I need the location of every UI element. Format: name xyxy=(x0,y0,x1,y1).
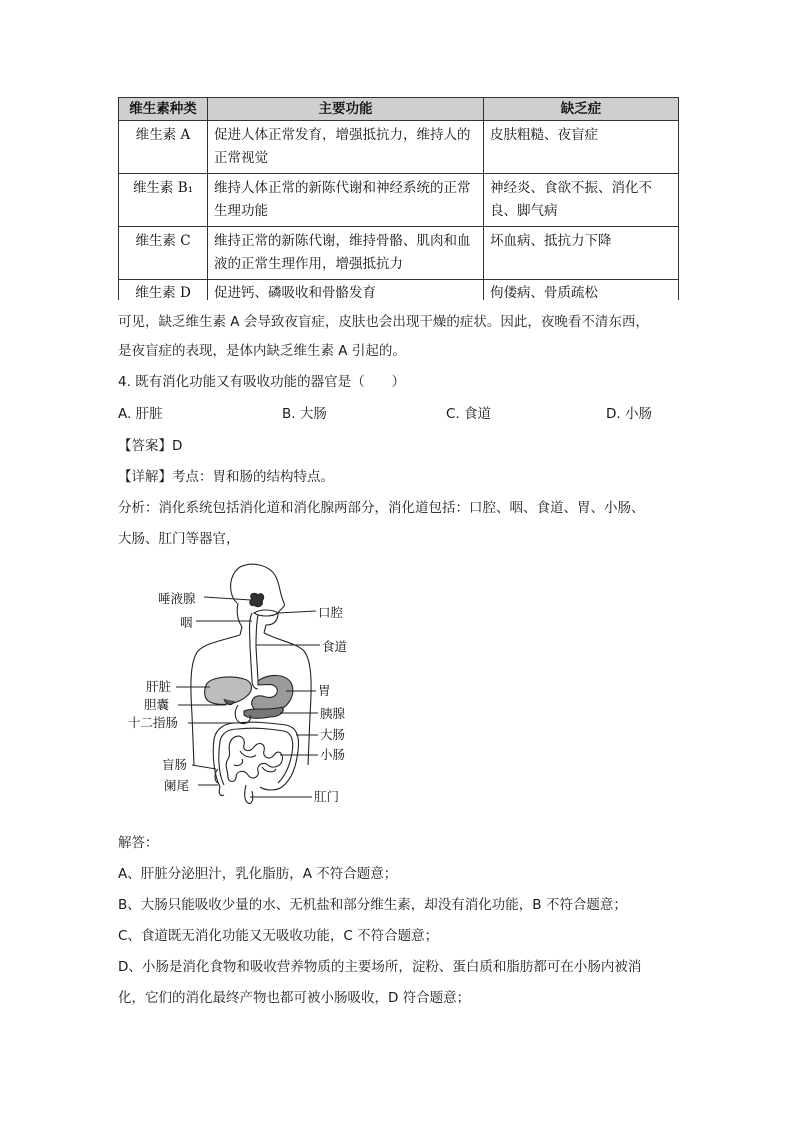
solution-line-d: D、小肠是消化食物和吸收营养物质的主要场所，淀粉、蛋白质和脂肪都可在小肠内被消 xyxy=(118,959,642,975)
digestive-system-figure xyxy=(120,555,370,805)
question-text: 4. 既有消化功能又有吸收功能的器官是（ ） xyxy=(118,374,406,390)
header-deficiency: 缺乏症 xyxy=(484,98,679,121)
label-cecum: 盲肠 xyxy=(162,757,188,772)
header-vitamin-type: 维生素种类 xyxy=(119,98,208,121)
label-appendix: 阑尾 xyxy=(164,778,190,793)
vitamin-function: 维持人体正常的新陈代谢和神经系统的正常生理功能 xyxy=(208,174,484,227)
label-large-intestine: 大肠 xyxy=(320,727,346,742)
vitamin-function: 促进钙、磷吸收和骨骼发育 xyxy=(208,280,484,301)
detail-text: 【详解】考点：胃和肠的结构特点。 xyxy=(118,469,334,485)
vitamin-deficiency: 神经炎、食欲不振、消化不良、脚气病 xyxy=(484,174,679,227)
paragraph-line: 可见，缺乏维生素 A 会导致夜盲症，皮肤也会出现干燥的症状。因此，夜晚看不清东西， xyxy=(118,314,649,330)
option-d: D. 小肠 xyxy=(606,406,652,422)
vitamin-name: 维生素 D xyxy=(119,280,208,301)
vitamin-name: 维生素 C xyxy=(119,227,208,280)
table-row xyxy=(119,280,679,301)
table-row xyxy=(119,121,679,174)
option-a: A. 肝脏 xyxy=(118,406,163,422)
vitamin-name: 维生素 A xyxy=(119,121,208,174)
solution-title: 解答： xyxy=(118,835,159,851)
label-liver: 肝脏 xyxy=(146,679,172,694)
label-esophagus: 食道 xyxy=(322,639,348,654)
analysis-line: 分析：消化系统包括消化道和消化腺两部分，消化道包括：口腔、咽、食道、胃、小肠、 xyxy=(118,500,645,516)
vitamin-deficiency: 坏血病、抵抗力下降 xyxy=(484,227,679,280)
solution-line-c: C、食道既无消化功能又无吸收功能，C 不符合题意； xyxy=(118,928,439,944)
option-c: C. 食道 xyxy=(446,406,492,422)
table-header-row xyxy=(119,98,679,121)
vitamin-table xyxy=(118,97,679,300)
vitamin-name: 维生素 B₁ xyxy=(119,174,208,227)
label-small-intestine: 小肠 xyxy=(320,747,346,762)
paragraph-line: 是夜盲症的表现，是体内缺乏维生素 A 引起的。 xyxy=(118,343,406,359)
label-mouth: 口腔 xyxy=(318,605,344,620)
table-row xyxy=(119,227,679,280)
option-b: B. 大肠 xyxy=(282,406,327,422)
label-stomach: 胃 xyxy=(318,683,331,698)
label-pharynx: 咽 xyxy=(180,615,193,630)
vitamin-function: 维持正常的新陈代谢，维持骨骼、肌肉和血液的正常生理作用，增强抵抗力 xyxy=(208,227,484,280)
label-salivary-gland: 唾液腺 xyxy=(158,591,196,606)
vitamin-function: 促进人体正常发育，增强抵抗力，维持人的正常视觉 xyxy=(208,121,484,174)
solution-line-d-cont: 化，它们的消化最终产物也都可被小肠吸收，D 符合题意； xyxy=(118,990,471,1006)
solution-line-a: A、肝脏分泌胆汁，乳化脂肪，A 不符合题意； xyxy=(118,866,398,882)
header-main-function: 主要功能 xyxy=(208,98,484,121)
vitamin-table-wrap xyxy=(0,0,794,300)
vitamin-deficiency: 皮肤粗糙、夜盲症 xyxy=(484,121,679,174)
label-pancreas: 胰腺 xyxy=(320,706,346,721)
vitamin-deficiency: 佝偻病、骨质疏松 xyxy=(484,280,679,301)
label-anus: 肛门 xyxy=(314,789,340,804)
label-gallbladder: 胆囊 xyxy=(144,697,170,712)
solution-line-b: B、大肠只能吸收少量的水、无机盐和部分维生素，却没有消化功能，B 不符合题意； xyxy=(118,897,627,913)
table-row xyxy=(119,174,679,227)
analysis-line: 大肠、肛门等器官， xyxy=(118,531,240,547)
answer-text: 【答案】D xyxy=(118,438,183,454)
label-duodenum: 十二指肠 xyxy=(128,715,179,730)
